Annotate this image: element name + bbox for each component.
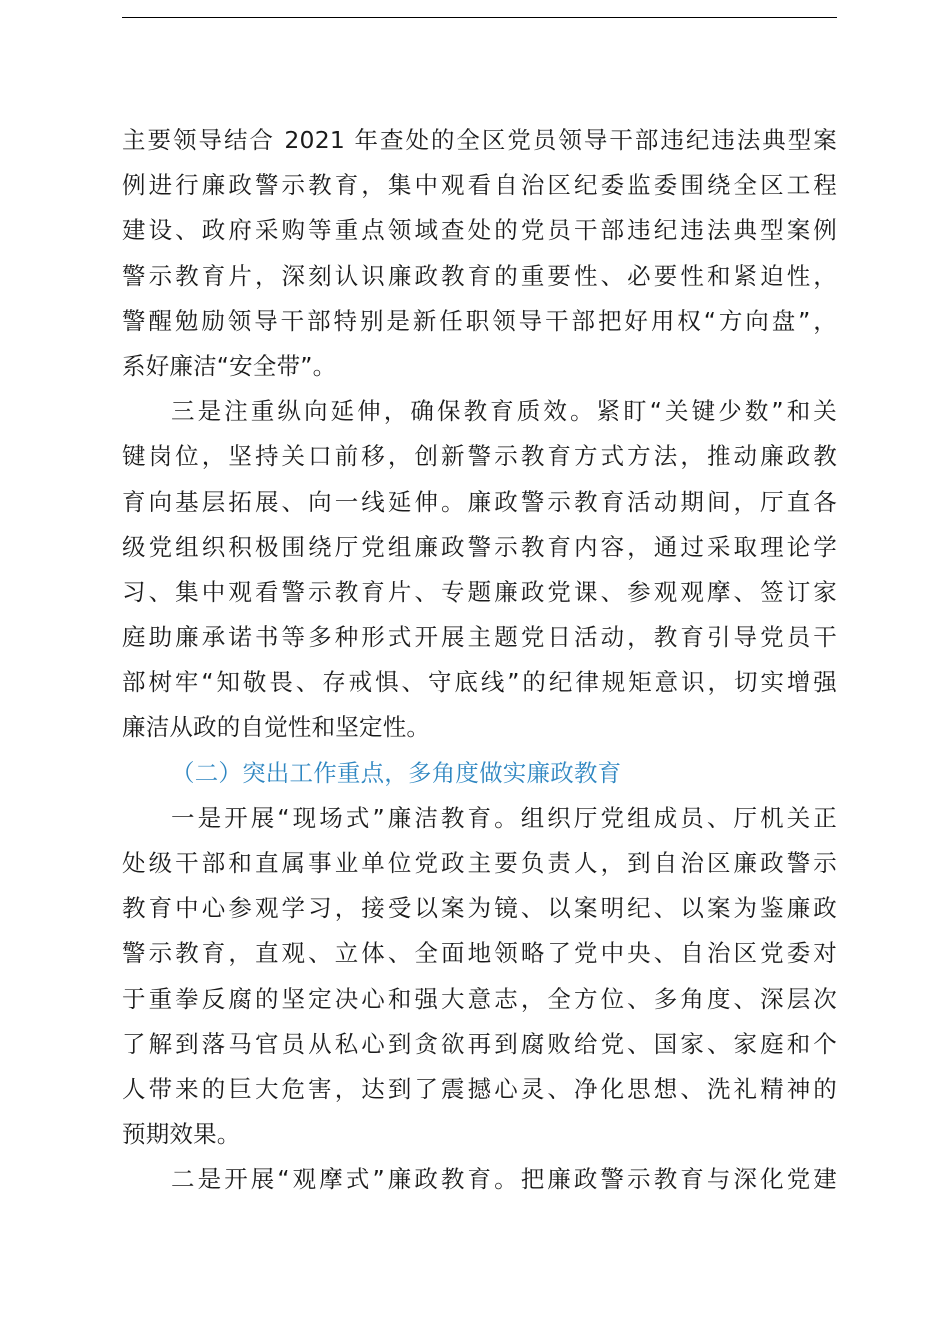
text-line: 级党组织积极围绕厅党组廉政警示教育内容，通过采取理论学 — [122, 532, 837, 561]
text-line: 育向基层拓展、向一线延伸。廉政警示教育活动期间，厅直各 — [122, 487, 837, 516]
text-line: 廉洁从政的自觉性和坚定性。 — [122, 713, 431, 742]
text-line: 三是注重纵向延伸，确保教育质效。紧盯“关键少数”和关 — [171, 397, 837, 426]
text-line: 二是开展“观摩式”廉政教育。把廉政警示教育与深化党建 — [171, 1165, 837, 1194]
text-line: 部树牢“知敬畏、存戒惧、守底线”的纪律规矩意识，切实增强 — [122, 668, 837, 697]
text-line: 庭助廉承诺书等多种形式开展主题党日活动，教育引导党员干 — [122, 623, 837, 652]
text-line: 键岗位，坚持关口前移，创新警示教育方式方法，推动廉政教 — [122, 442, 837, 471]
document-body — [122, 118, 837, 1203]
text-line: 警醒勉励领导干部特别是新任职领导干部把好用权“方向盘”， — [122, 306, 837, 335]
text-line: 一是开展“现场式”廉洁教育。组织厅党组成员、厅机关正 — [171, 803, 837, 832]
header-rule — [122, 17, 837, 18]
text-line: 建设、政府采购等重点领域查处的党员干部违纪违法典型案例 — [122, 216, 837, 245]
text-line: 了解到落马官员从私心到贪欲再到腐败给党、国家、家庭和个 — [122, 1029, 837, 1058]
text-line: 人带来的巨大危害，达到了震撼心灵、净化思想、洗礼精神的 — [122, 1074, 837, 1103]
text-line: 于重拳反腐的坚定决心和强大意志，全方位、多角度、深层次 — [122, 984, 837, 1013]
text-line: 系好廉洁“安全带”。 — [122, 351, 337, 380]
text-line: 主要领导结合 2021 年查处的全区党员领导干部违纪违法典型案 — [122, 126, 837, 154]
text-line: 习、集中观看警示教育片、专题廉政党课、参观观摩、签订家 — [122, 577, 837, 606]
text-line: 例进行廉政警示教育，集中观看自治区纪委监委围绕全区工程 — [122, 171, 837, 200]
text-line: 教育中心参观学习，接受以案为镜、以案明纪、以案为鉴廉政 — [122, 894, 837, 923]
text-line: 预期效果。 — [122, 1120, 241, 1149]
section-heading: （二）突出工作重点，多角度做实廉政教育 — [171, 758, 622, 787]
text-line: 警示教育，直观、立体、全面地领略了党中央、自治区党委对 — [122, 939, 837, 968]
text-line: 处级干部和直属事业单位党政主要负责人，到自治区廉政警示 — [122, 849, 837, 877]
text-line: 警示教育片，深刻认识廉政教育的重要性、必要性和紧迫性， — [122, 261, 837, 290]
